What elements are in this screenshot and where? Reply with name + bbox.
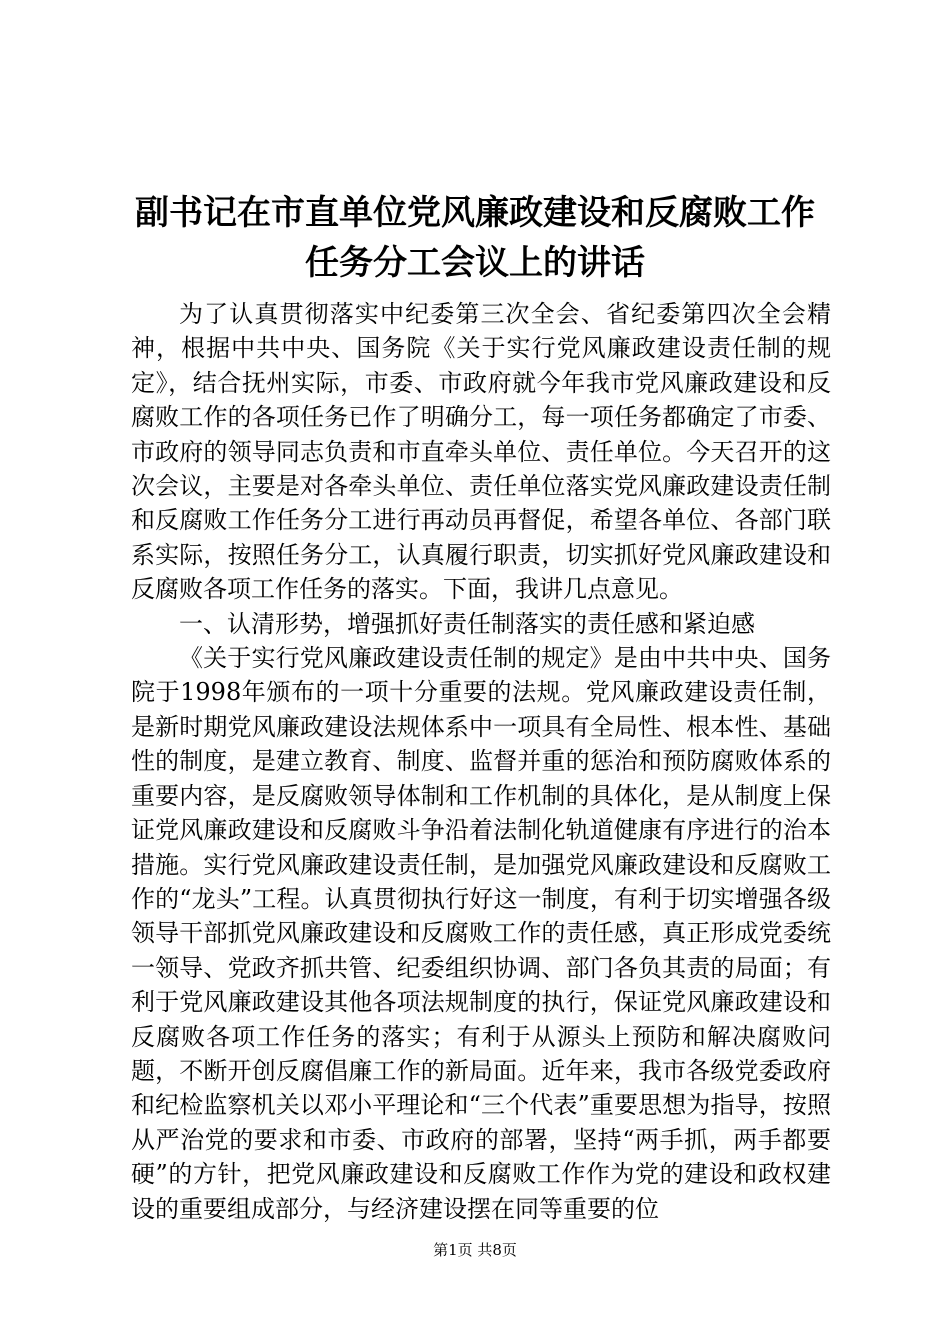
- section-heading: 一、认清形势，增强抓好责任制落实的责任感和紧迫感: [179, 609, 755, 638]
- document-title-line-2: 任务分工会议上的讲话: [305, 243, 645, 283]
- intro-paragraph: 为了认真贯彻落实中纪委第三次全会、省纪委第四次全会精神，根据中共中央、国务院《关于实行党风廉政建设责任制的规定》，结合抚州实际，市委、市政府就今年我市党风廉政建设和反腐败工作的各项任务已作了明确分工，每一项任务都确定了市委、市政府的领导同志负责和市直牵头单位、责任单位。今天召开的这次会议，主要是对各牵头单位、责任单位落实党风廉政建设责任制和反腐败工作任务分工进行再动员再督促，希望各单位、各部门联系实际，按照任务分工，认真履行职责，切实抓好党风廉政建设和反腐败各项工作任务的落实。下面，我讲几点意见。: [131, 300, 831, 604]
- page-footer: 第1页 共8页: [433, 1241, 517, 1259]
- document-body: [131, 297, 831, 1226]
- document-title-line-1: 副书记在市直单位党风廉政建设和反腐败工作: [135, 193, 815, 233]
- body-paragraph: 《关于实行党风廉政建设责任制的规定》是由中共中央、国务院于1998年颁布的一项十分重要的法规。党风廉政建设责任制，是新时期党风廉政建设法规体系中一项具有全局性、根本性、基础性的制度，是建立教育、制度、监督并重的惩治和预防腐败体系的重要内容，是反腐败领导体制和工作机制的具体化，是从制度上保证党风廉政建设和反腐败斗争沿着法制化轨道健康有序进行的治本措施。实行党风廉政建设责任制，是加强党风廉政建设和反腐败工作的“龙头”工程。认真贯彻执行好这一制度，有利于切实增强各级领导干部抓党风廉政建设和反腐败工作的责任感，真正形成党委统一领导、党政齐抓共管、纪委组织协调、部门各负其责的局面；有利于党风廉政建设其他各项法规制度的执行，保证党风廉政建设和反腐败各项工作任务的落实；有利于从源头上预防和解决腐败问题，不断开创反腐倡廉工作的新局面。近年来，我市各级党委政府和纪检监察机关以邓小平理论和“三个代表”重要思想为指导，按照从严治党的要求和市委、市政府的部署，坚持“两手抓，两手都要硬”的方针，把党风廉政建设和反腐败工作作为党的建设和政权建设的重要组成部分，与经济建设摆在同等重要的位: [131, 644, 831, 1223]
